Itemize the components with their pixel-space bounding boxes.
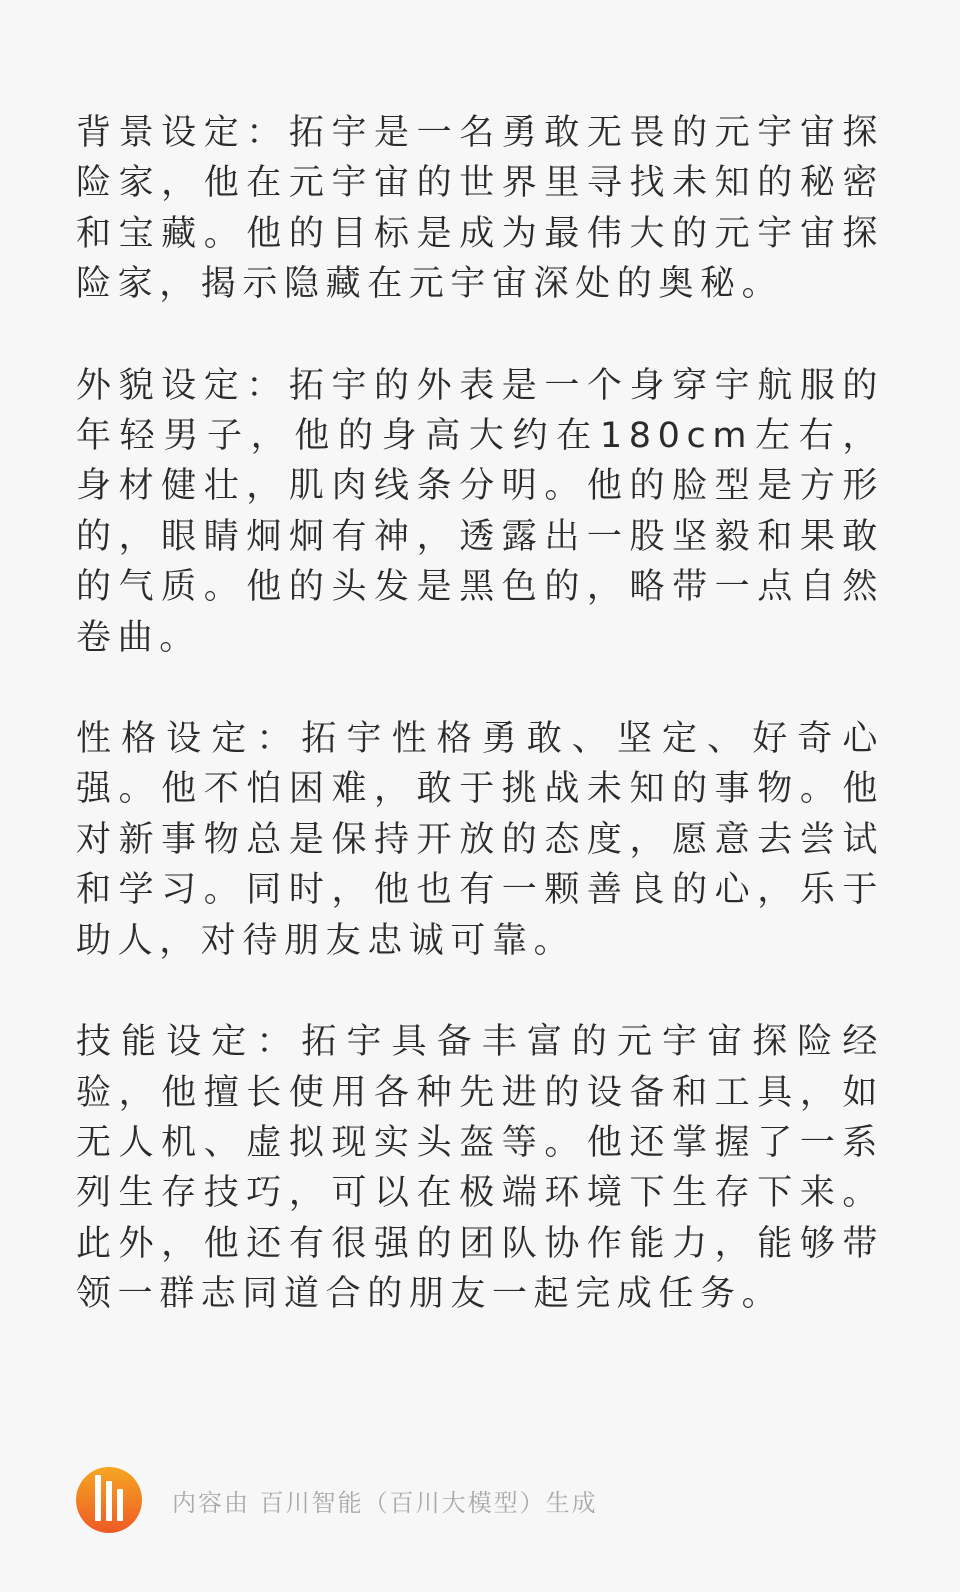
footer: [76, 1466, 598, 1534]
paragraph-personality: 性格设定：拓宇性格勇敢、坚定、好奇心强。他不怕困难，敢于挑战未知的事物。他对新事物总是保持开放的态度，愿意去尝试和学习。同时，他也有一颗善良的心，乐于助人，对待朋友忠诚可靠。: [76, 719, 884, 961]
footer-attribution: 内容由 百川智能（百川大模型）生成: [172, 1488, 598, 1517]
baichuan-logo-icon: [76, 1467, 142, 1533]
paragraph-background: 背景设定：拓宇是一名勇敢无畏的元宇宙探险家，他在元宇宙的世界里寻找未知的秘密和宝藏。他的目标是成为最伟大的元宇宙探险家，揭示隐藏在元宇宙深处的奥秘。: [76, 113, 884, 305]
paragraph-skills: 技能设定：拓宇具备丰富的元宇宙探险经验，他擅长使用各种先进的设备和工具，如无人机、虚拟现实头盔等。他还掌握了一系列生存技巧，可以在极端环境下生存下来。此外，他还有很强的团队协作能力，能够带领一群志同道合的朋友一起完成任务。: [76, 1022, 884, 1315]
article-content: [76, 108, 884, 1371]
paragraph-appearance: 外貌设定：拓宇的外表是一个身穿宇航服的年轻男子，他的身高大约在180cm左右，身材健壮，肌肉线条分明。他的脸型是方形的，眼睛炯炯有神，透露出一股坚毅和果敢的气质。他的头发是黑色的，略带一点自然卷曲。: [76, 365, 884, 658]
